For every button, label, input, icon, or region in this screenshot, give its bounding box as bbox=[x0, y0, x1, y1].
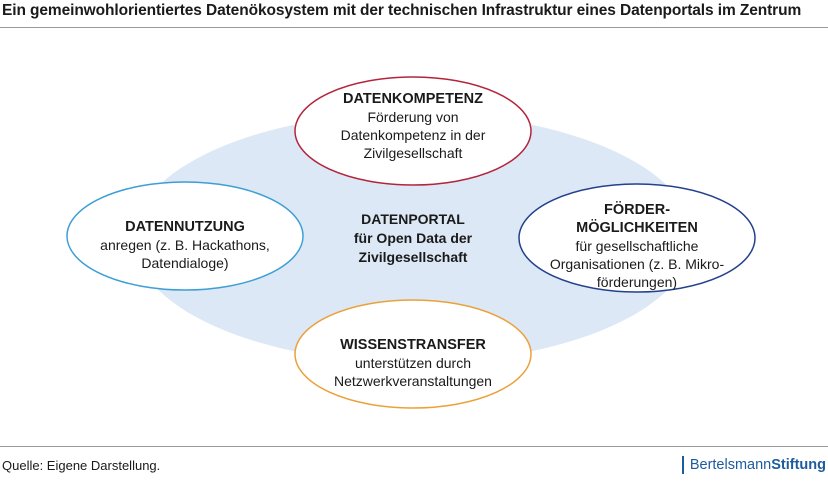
node-heading: WISSENSTRANSFER bbox=[340, 337, 486, 353]
node-heading: MÖGLICHKEITEN bbox=[576, 220, 698, 236]
node-text-line: Förderung von bbox=[367, 109, 459, 125]
node-datennutzung bbox=[75, 218, 295, 272]
logo-bar-icon bbox=[682, 456, 684, 474]
center-label bbox=[313, 210, 513, 267]
node-text-line: Organisationen (z. B. Mikro- bbox=[549, 256, 725, 272]
node-heading: DATENKOMPETENZ bbox=[343, 91, 483, 107]
node-text-line: anregen (z. B. Hackathons, bbox=[100, 237, 270, 253]
node-heading: DATENNUTZUNG bbox=[125, 219, 245, 235]
center-line: für Open Data der bbox=[353, 230, 473, 246]
node-text-line: für gesellschaftliche bbox=[575, 238, 699, 254]
node-text-line: Datendialoge) bbox=[141, 255, 229, 271]
center-line: DATENPORTAL bbox=[361, 211, 465, 227]
node-foerdermoeglichkeiten bbox=[527, 201, 747, 291]
center-line: Zivilgesellschaft bbox=[358, 249, 468, 265]
node-datenkompetenz bbox=[303, 90, 523, 162]
node-wissenstransfer bbox=[303, 336, 523, 390]
bertelsmann-stiftung-logo bbox=[682, 455, 826, 475]
node-text-line: unterstützen durch bbox=[355, 355, 471, 371]
logo-text-regular: Bertelsmann bbox=[689, 457, 772, 473]
page-title: Ein gemeinwohlorientiertes Datenökosystem mit der technischen Infrastruktur eines Datenportals im Zentrum bbox=[2, 2, 802, 19]
node-heading: FÖRDER- bbox=[603, 202, 671, 218]
source-note: Quelle: Eigene Darstellung. bbox=[2, 458, 161, 473]
node-text-line: Zivilgesellschaft bbox=[363, 145, 463, 161]
footer-divider bbox=[0, 446, 828, 447]
node-text-line: förderungen) bbox=[596, 274, 678, 290]
node-text-line: Datenkompetenz in der bbox=[340, 127, 486, 143]
logo-text-bold: Stiftung bbox=[771, 457, 826, 473]
node-text-line: Netzwerkveranstaltungen bbox=[334, 373, 492, 389]
